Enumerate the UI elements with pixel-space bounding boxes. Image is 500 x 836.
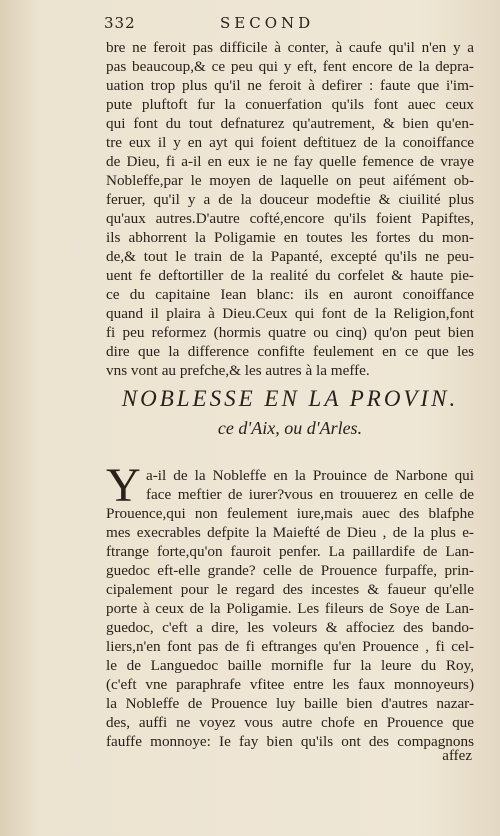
text-line: a-il de la Nobleffe en la Prouince de Narbone qui xyxy=(146,467,474,484)
text-line: ftrange forte,qu'on fauroit penfer. La paillardife de Lan- xyxy=(106,543,474,560)
running-head xyxy=(0,14,500,34)
text-line: uation trop plus qu'il ne feroit à defirer : faute que i'im- xyxy=(106,77,474,94)
heading-title: NOBLESSE EN LA PROVIN. xyxy=(121,386,459,411)
text-line: pute pluftoft fur la conuerfation qu'ils font auec ceux xyxy=(106,96,474,113)
text-line: la Nobleffe de Prouence luy baille bien d'autres nazar- xyxy=(106,695,474,712)
heading-subtitle: ce d'Aix, ou d'Arles. xyxy=(217,418,363,438)
text-line: ce du capitaine Iean blanc: ils en auront conoiffance xyxy=(106,286,474,303)
catchword: affez xyxy=(442,748,472,764)
text-line: porte à ceux de la Poligamie. Les fileurs de Soye de Lan- xyxy=(106,600,474,617)
text-line: qu'aux autres.D'autre cofté,encore qu'ils foient Papiftes, xyxy=(106,210,474,227)
text-line: fauffe monnoye: Ie fay bien qu'ils ont des compagnons xyxy=(106,733,474,750)
text-line: des, auffi ne voyez vous autre chofe en Prouence que xyxy=(106,714,474,731)
text-line: Nobleffe,par le moyen de laquelle on peut aifément ob- xyxy=(106,172,474,189)
text-line: fi peu reformez (hormis quatre ou cinq) qu'on peut bien xyxy=(106,324,474,341)
text-line: feruer, qu'il y a de la douceur modeftie & ciuilité plus xyxy=(106,191,474,208)
text-line: Prouence,qui non feulement iure,mais auec des blafphe xyxy=(106,505,474,522)
text-line: dire que la difference confifte feulement en ce que les xyxy=(106,343,474,360)
text-line: qui font du tout defnaturez qu'autrement, & bien qu'en- xyxy=(106,115,474,132)
text-line: uent fe deftortiller de la realité du corfelet & haute pie- xyxy=(106,267,474,284)
text-line: tre eux il y en ayt qui foient deftituez de la conoiffance xyxy=(106,134,474,151)
running-title: SECOND xyxy=(220,14,315,32)
text-line: vns vont au prefche,& les autres à la meffe. xyxy=(106,362,370,379)
text-line: guedoc eft-elle grande? celle de Prouence furpaffe, prin- xyxy=(106,562,474,579)
text-line: (c'eft vne paraphrafe vfitee entre les faux monnoyeurs) xyxy=(106,676,474,693)
text-line: le de Languedoc baille mornifle fur la leure du Roy, xyxy=(106,657,474,674)
text-line: ils abhorrent la Poligamie en toutes les fortes du mon- xyxy=(106,229,474,246)
text-line: quand il plaira à Dieu.Ceux qui font de la Religion,font xyxy=(106,305,474,322)
text-line: face meftier de iurer?vous en trouuerez en celle de xyxy=(146,486,474,503)
page-number: 332 xyxy=(104,14,136,32)
text-line: mes execrables defpite la Maiefté de Dieu , de la plus e- xyxy=(106,524,474,541)
text-line: guedoc, c'eft a dire, les voleurs & affociez des bando- xyxy=(106,619,474,636)
text-line: cipalement pour le regard des incestes & faueur qu'elle xyxy=(106,581,474,598)
paragraph-1 xyxy=(106,38,474,380)
drop-cap: Y xyxy=(106,459,141,512)
text-line: liers,n'en font pas de fi eftranges qu'en Prouence , fi cel- xyxy=(106,638,474,655)
text-line: de,& tout le train de la Papanté, excepté qu'ils ne peu- xyxy=(106,248,474,265)
text-line: de Dieu, fi a-il en eux ie ne fay quelle femence de vraye xyxy=(106,153,474,170)
text-line: bre ne feroit pas difficile à conter, à caufe qu'il n'en y a xyxy=(106,39,474,56)
section-heading xyxy=(106,386,474,439)
paragraph-2 xyxy=(106,459,474,751)
text-line: pas beaucoup,& ce peu qui y eft, fent encore de la depra- xyxy=(106,58,474,75)
